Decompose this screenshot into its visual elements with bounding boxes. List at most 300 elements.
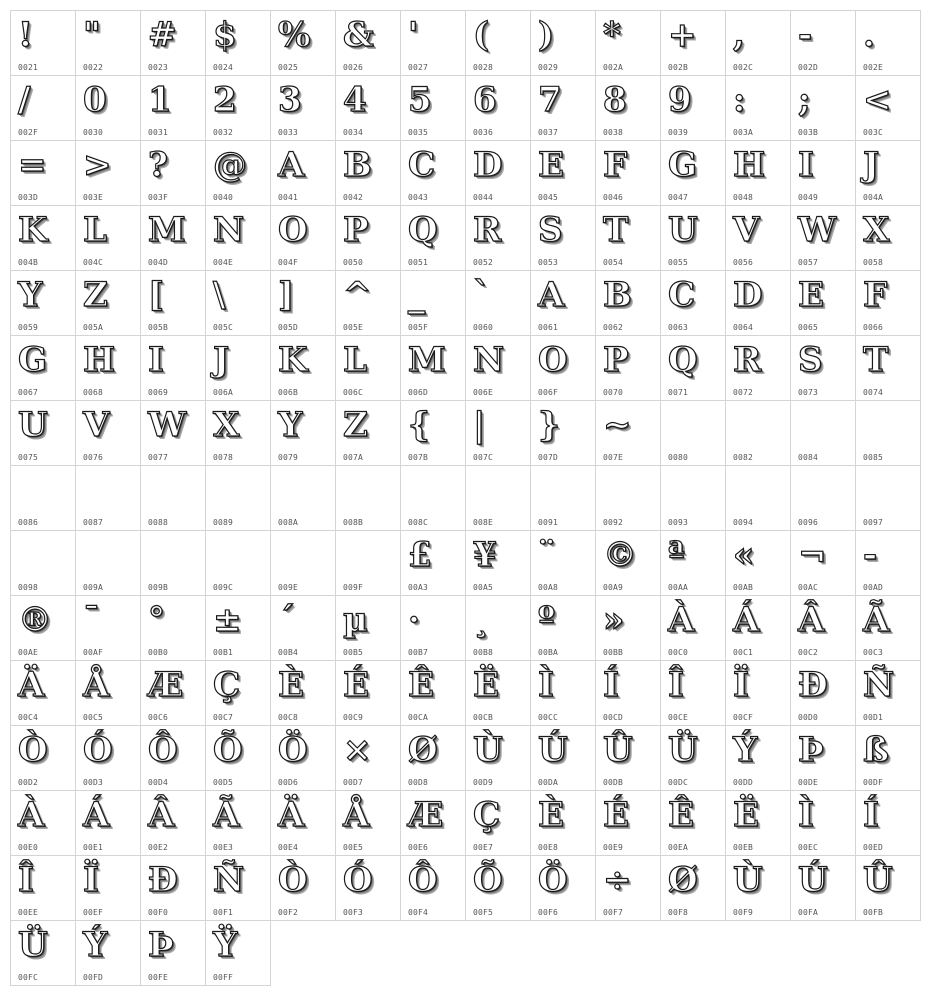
glyph-cell[interactable] (531, 791, 596, 856)
glyph-cell[interactable] (401, 401, 466, 466)
glyph-code: 00E5 (343, 843, 364, 852)
glyph-char: V (733, 210, 760, 250)
glyph-cell[interactable] (11, 726, 76, 791)
glyph-cell[interactable] (531, 531, 596, 596)
glyph-cell[interactable] (661, 466, 726, 531)
glyph-char: Ñ (213, 860, 245, 900)
glyph-char: Å (83, 665, 110, 705)
glyph-cell[interactable] (466, 141, 531, 206)
glyph-code: 00A8 (538, 583, 559, 592)
glyph-code: 0039 (668, 128, 689, 137)
glyph-code: 00CD (603, 713, 624, 722)
glyph-cell[interactable] (141, 596, 206, 661)
glyph-cell[interactable] (206, 401, 271, 466)
glyph-cell[interactable] (206, 661, 271, 726)
glyph-cell[interactable] (726, 141, 791, 206)
glyph-cell[interactable] (466, 661, 531, 726)
glyph-cell[interactable] (726, 596, 791, 661)
glyph-cell[interactable] (466, 531, 531, 596)
glyph-code: 0045 (538, 193, 559, 202)
glyph-code: 002E (863, 63, 884, 72)
glyph-cell[interactable] (206, 76, 271, 141)
glyph-char: A (278, 145, 305, 185)
glyph-cell[interactable] (76, 401, 141, 466)
glyph-cell[interactable] (466, 206, 531, 271)
glyph-cell[interactable] (856, 661, 921, 726)
glyph-cell[interactable] (791, 336, 856, 401)
glyph-cell[interactable] (661, 11, 726, 76)
glyph-cell[interactable] (531, 856, 596, 921)
glyph-cell[interactable] (466, 726, 531, 791)
glyph-cell[interactable] (206, 921, 271, 986)
glyph-cell[interactable] (466, 596, 531, 661)
glyph-cell[interactable] (791, 791, 856, 856)
glyph-cell[interactable] (466, 11, 531, 76)
glyph-cell[interactable] (271, 336, 336, 401)
glyph-cell[interactable] (11, 76, 76, 141)
glyph-cell[interactable] (856, 596, 921, 661)
glyph-cell[interactable] (206, 336, 271, 401)
glyph-cell[interactable] (141, 141, 206, 206)
glyph-cell[interactable] (206, 141, 271, 206)
glyph-cell[interactable] (11, 11, 76, 76)
glyph-char: B (343, 145, 372, 185)
glyph-cell[interactable] (76, 856, 141, 921)
glyph-char: U (668, 210, 698, 250)
glyph-cell[interactable] (336, 141, 401, 206)
glyph-cell[interactable] (401, 856, 466, 921)
glyph-cell[interactable] (596, 726, 661, 791)
glyph-cell[interactable] (11, 466, 76, 531)
glyph-code: 00D5 (213, 778, 234, 787)
glyph-cell[interactable] (856, 271, 921, 336)
glyph-char: È (538, 795, 564, 835)
glyph-char: Õ (473, 860, 503, 900)
glyph-cell[interactable] (531, 336, 596, 401)
glyph-code: 0023 (148, 63, 169, 72)
glyph-cell[interactable] (856, 726, 921, 791)
glyph-code: 00F0 (148, 908, 169, 917)
glyph-cell[interactable] (856, 141, 921, 206)
glyph-cell[interactable] (661, 141, 726, 206)
glyph-cell[interactable] (336, 661, 401, 726)
glyph-cell[interactable] (856, 856, 921, 921)
glyph-cell[interactable] (401, 791, 466, 856)
glyph-cell[interactable] (141, 271, 206, 336)
glyph-cell[interactable] (271, 856, 336, 921)
glyph-cell[interactable] (206, 271, 271, 336)
glyph-code: 00F6 (538, 908, 559, 917)
glyph-char: ® (18, 600, 52, 640)
glyph-char: Í (863, 795, 879, 835)
glyph-cell[interactable] (531, 11, 596, 76)
glyph-cell[interactable] (336, 856, 401, 921)
glyph-cell[interactable] (271, 726, 336, 791)
glyph-cell[interactable] (531, 466, 596, 531)
glyph-cell[interactable] (336, 531, 401, 596)
glyph-cell[interactable] (336, 11, 401, 76)
glyph-char: Ù (473, 730, 503, 770)
glyph-code: 00D6 (278, 778, 299, 787)
glyph-cell[interactable] (11, 336, 76, 401)
glyph-cell[interactable] (531, 141, 596, 206)
glyph-char: - (863, 535, 878, 575)
glyph-char: £ (408, 535, 432, 575)
glyph-cell[interactable] (726, 856, 791, 921)
glyph-cell[interactable] (76, 271, 141, 336)
glyph-cell[interactable] (141, 206, 206, 271)
glyph-cell[interactable] (856, 336, 921, 401)
glyph-cell[interactable] (856, 531, 921, 596)
glyph-char: S (798, 340, 823, 380)
glyph-cell[interactable] (76, 791, 141, 856)
glyph-cell[interactable] (726, 76, 791, 141)
glyph-cell[interactable] (76, 206, 141, 271)
glyph-char: P (603, 340, 629, 380)
glyph-cell[interactable] (466, 856, 531, 921)
glyph-code: 003F (148, 193, 169, 202)
glyph-cell[interactable] (76, 11, 141, 76)
glyph-cell[interactable] (11, 141, 76, 206)
glyph-cell[interactable] (856, 206, 921, 271)
glyph-cell[interactable] (336, 206, 401, 271)
glyph-code: 00FA (798, 908, 819, 917)
glyph-cell[interactable] (726, 726, 791, 791)
glyph-code: 00FC (18, 973, 39, 982)
glyph-cell[interactable] (531, 271, 596, 336)
glyph-cell[interactable] (271, 206, 336, 271)
glyph-cell[interactable] (661, 726, 726, 791)
glyph-cell[interactable] (726, 11, 791, 76)
glyph-cell[interactable] (661, 336, 726, 401)
glyph-cell[interactable] (726, 401, 791, 466)
glyph-cell[interactable] (11, 661, 76, 726)
glyph-char: Y (278, 405, 303, 445)
glyph-char: , (733, 15, 745, 55)
glyph-cell[interactable] (726, 206, 791, 271)
glyph-char: Ê (668, 795, 694, 835)
glyph-char: Å (343, 795, 370, 835)
glyph-cell[interactable] (401, 466, 466, 531)
glyph-cell[interactable] (531, 401, 596, 466)
glyph-char: Û (863, 860, 893, 900)
glyph-cell[interactable] (206, 466, 271, 531)
glyph-cell[interactable] (141, 466, 206, 531)
glyph-cell[interactable] (11, 531, 76, 596)
glyph-code: 00AC (798, 583, 819, 592)
glyph-cell[interactable] (856, 466, 921, 531)
glyph-cell[interactable] (661, 76, 726, 141)
glyph-cell[interactable] (791, 141, 856, 206)
glyph-cell[interactable] (271, 141, 336, 206)
glyph-cell[interactable] (76, 141, 141, 206)
glyph-code: 006E (473, 388, 494, 397)
glyph-cell[interactable] (856, 76, 921, 141)
glyph-code: 005F (408, 323, 429, 332)
glyph-cell[interactable] (661, 401, 726, 466)
glyph-cell[interactable] (531, 661, 596, 726)
glyph-char: · (408, 600, 420, 640)
glyph-code: 00C4 (18, 713, 39, 722)
glyph-cell[interactable] (336, 466, 401, 531)
glyph-cell[interactable] (141, 531, 206, 596)
glyph-char: Ë (733, 795, 759, 835)
glyph-cell[interactable] (141, 661, 206, 726)
glyph-code: 00B5 (343, 648, 364, 657)
glyph-char: Ÿ (213, 925, 238, 965)
glyph-cell[interactable] (206, 531, 271, 596)
glyph-cell[interactable] (141, 336, 206, 401)
glyph-cell[interactable] (661, 596, 726, 661)
glyph-code: 0094 (733, 518, 754, 527)
glyph-cell[interactable] (596, 531, 661, 596)
glyph-cell[interactable] (206, 791, 271, 856)
glyph-code: 00F5 (473, 908, 494, 917)
glyph-cell[interactable] (336, 596, 401, 661)
glyph-cell[interactable] (726, 661, 791, 726)
glyph-cell[interactable] (141, 726, 206, 791)
glyph-cell[interactable] (336, 336, 401, 401)
glyph-char: Ø (668, 860, 698, 900)
glyph-cell[interactable] (11, 596, 76, 661)
glyph-cell[interactable] (661, 791, 726, 856)
glyph-cell[interactable] (596, 856, 661, 921)
glyph-cell[interactable] (466, 336, 531, 401)
glyph-cell[interactable] (791, 76, 856, 141)
glyph-cell[interactable] (661, 661, 726, 726)
glyph-cell[interactable] (76, 336, 141, 401)
glyph-char: Ô (148, 730, 178, 770)
glyph-cell[interactable] (791, 726, 856, 791)
glyph-cell[interactable] (726, 271, 791, 336)
glyph-cell[interactable] (596, 661, 661, 726)
glyph-cell[interactable] (76, 531, 141, 596)
glyph-cell[interactable] (141, 11, 206, 76)
glyph-cell[interactable] (466, 271, 531, 336)
glyph-code: 007D (538, 453, 559, 462)
glyph-cell[interactable] (791, 206, 856, 271)
glyph-cell[interactable] (11, 856, 76, 921)
glyph-char: V (83, 405, 110, 445)
glyph-cell[interactable] (336, 76, 401, 141)
glyph-char: Ñ (863, 665, 895, 705)
glyph-char: ´ (278, 600, 295, 640)
glyph-cell[interactable] (206, 596, 271, 661)
glyph-cell[interactable] (856, 791, 921, 856)
glyph-cell[interactable] (401, 661, 466, 726)
glyph-code: 00DF (863, 778, 884, 787)
glyph-cell[interactable] (11, 206, 76, 271)
glyph-cell[interactable] (726, 531, 791, 596)
glyph-cell[interactable] (466, 76, 531, 141)
glyph-cell[interactable] (401, 271, 466, 336)
glyph-cell[interactable] (271, 271, 336, 336)
glyph-code: 00AD (863, 583, 884, 592)
glyph-char: × (343, 730, 372, 770)
glyph-cell[interactable] (791, 596, 856, 661)
glyph-cell[interactable] (661, 531, 726, 596)
glyph-cell[interactable] (401, 726, 466, 791)
glyph-cell[interactable] (856, 401, 921, 466)
glyph-cell[interactable] (791, 271, 856, 336)
glyph-cell[interactable] (271, 531, 336, 596)
glyph-cell[interactable] (791, 531, 856, 596)
glyph-cell[interactable] (596, 401, 661, 466)
glyph-cell[interactable] (271, 76, 336, 141)
glyph-cell[interactable] (271, 791, 336, 856)
glyph-cell[interactable] (401, 141, 466, 206)
glyph-cell[interactable] (791, 11, 856, 76)
glyph-char: J (863, 145, 880, 185)
glyph-code: 0079 (278, 453, 299, 462)
glyph-cell[interactable] (271, 466, 336, 531)
glyph-code: 009A (83, 583, 104, 592)
glyph-cell[interactable] (531, 596, 596, 661)
glyph-code: 00F3 (343, 908, 364, 917)
glyph-cell[interactable] (141, 791, 206, 856)
glyph-char: > (83, 145, 112, 185)
glyph-cell[interactable] (11, 401, 76, 466)
glyph-cell[interactable] (466, 401, 531, 466)
glyph-cell[interactable] (206, 11, 271, 76)
glyph-char: { (408, 405, 430, 445)
glyph-cell[interactable] (596, 791, 661, 856)
glyph-cell[interactable] (206, 726, 271, 791)
glyph-cell[interactable] (531, 206, 596, 271)
glyph-char: Ç (213, 665, 241, 705)
glyph-cell[interactable] (791, 856, 856, 921)
glyph-cell[interactable] (596, 271, 661, 336)
glyph-code: 00DE (798, 778, 819, 787)
glyph-cell[interactable] (401, 596, 466, 661)
glyph-cell[interactable] (141, 921, 206, 986)
glyph-cell[interactable] (76, 921, 141, 986)
glyph-cell[interactable] (661, 271, 726, 336)
glyph-cell[interactable] (141, 76, 206, 141)
glyph-cell[interactable] (791, 401, 856, 466)
glyph-cell[interactable] (596, 206, 661, 271)
glyph-cell[interactable] (596, 76, 661, 141)
glyph-char: º (538, 600, 555, 640)
glyph-cell[interactable] (206, 206, 271, 271)
glyph-cell[interactable] (401, 206, 466, 271)
glyph-char: I (798, 145, 814, 185)
glyph-code: 005A (83, 323, 104, 332)
glyph-cell[interactable] (401, 531, 466, 596)
glyph-cell[interactable] (336, 726, 401, 791)
glyph-cell[interactable] (401, 336, 466, 401)
glyph-char: 0 (83, 80, 107, 120)
glyph-char: O (538, 340, 568, 380)
glyph-code: 008C (408, 518, 429, 527)
glyph-cell[interactable] (531, 76, 596, 141)
glyph-char: µ (343, 600, 368, 640)
glyph-cell[interactable] (11, 791, 76, 856)
glyph-cell[interactable] (401, 76, 466, 141)
glyph-cell[interactable] (141, 856, 206, 921)
glyph-cell[interactable] (271, 11, 336, 76)
glyph-char: $ (213, 15, 237, 55)
glyph-code: 002A (603, 63, 624, 72)
glyph-cell[interactable] (596, 141, 661, 206)
glyph-cell[interactable] (596, 11, 661, 76)
glyph-cell[interactable] (401, 11, 466, 76)
glyph-cell[interactable] (336, 791, 401, 856)
glyph-cell[interactable] (271, 661, 336, 726)
glyph-code: 0046 (603, 193, 624, 202)
glyph-code: 0052 (473, 258, 494, 267)
glyph-char: 9 (668, 80, 692, 120)
glyph-cell[interactable] (856, 11, 921, 76)
glyph-cell[interactable] (271, 596, 336, 661)
glyph-cell[interactable] (336, 271, 401, 336)
glyph-code: 002D (798, 63, 819, 72)
glyph-cell[interactable] (791, 466, 856, 531)
glyph-char: Ö (278, 730, 308, 770)
glyph-char: H (83, 340, 116, 380)
glyph-cell[interactable] (76, 596, 141, 661)
glyph-code: 0036 (473, 128, 494, 137)
glyph-cell[interactable] (466, 791, 531, 856)
glyph-cell[interactable] (11, 271, 76, 336)
glyph-code: 00EF (83, 908, 104, 917)
glyph-char: D (473, 145, 503, 185)
glyph-cell[interactable] (271, 401, 336, 466)
glyph-char: Õ (213, 730, 243, 770)
glyph-cell[interactable] (141, 401, 206, 466)
glyph-cell[interactable] (76, 466, 141, 531)
glyph-cell[interactable] (531, 726, 596, 791)
glyph-cell[interactable] (596, 466, 661, 531)
glyph-char: * (603, 15, 621, 55)
glyph-code: 00C9 (343, 713, 364, 722)
glyph-char: K (18, 210, 48, 250)
glyph-cell[interactable] (596, 336, 661, 401)
glyph-char: Ü (668, 730, 698, 770)
glyph-cell[interactable] (76, 76, 141, 141)
glyph-cell[interactable] (466, 466, 531, 531)
glyph-char: N (473, 340, 505, 380)
glyph-cell[interactable] (726, 336, 791, 401)
glyph-char: Æ (148, 665, 184, 705)
glyph-code: 004E (213, 258, 234, 267)
glyph-cell[interactable] (661, 856, 726, 921)
glyph-cell[interactable] (76, 661, 141, 726)
glyph-char: . (863, 15, 875, 55)
glyph-cell[interactable] (661, 206, 726, 271)
glyph-code: 0053 (538, 258, 559, 267)
glyph-code: 00D8 (408, 778, 429, 787)
glyph-code: 0022 (83, 63, 104, 72)
glyph-cell[interactable] (726, 466, 791, 531)
glyph-code: 00B1 (213, 648, 234, 657)
glyph-cell[interactable] (726, 791, 791, 856)
glyph-char: N (213, 210, 245, 250)
glyph-char: Ð (798, 665, 828, 705)
glyph-cell[interactable] (596, 596, 661, 661)
glyph-code: 00FD (83, 973, 104, 982)
glyph-cell[interactable] (206, 856, 271, 921)
glyph-code: 0069 (148, 388, 169, 397)
glyph-char: Ì (798, 795, 814, 835)
glyph-cell[interactable] (336, 401, 401, 466)
glyph-char: Ý (83, 925, 108, 965)
glyph-char: Y (18, 275, 43, 315)
glyph-cell[interactable] (791, 661, 856, 726)
glyph-cell[interactable] (76, 726, 141, 791)
glyph-code: 007A (343, 453, 364, 462)
glyph-cell[interactable] (11, 921, 76, 986)
